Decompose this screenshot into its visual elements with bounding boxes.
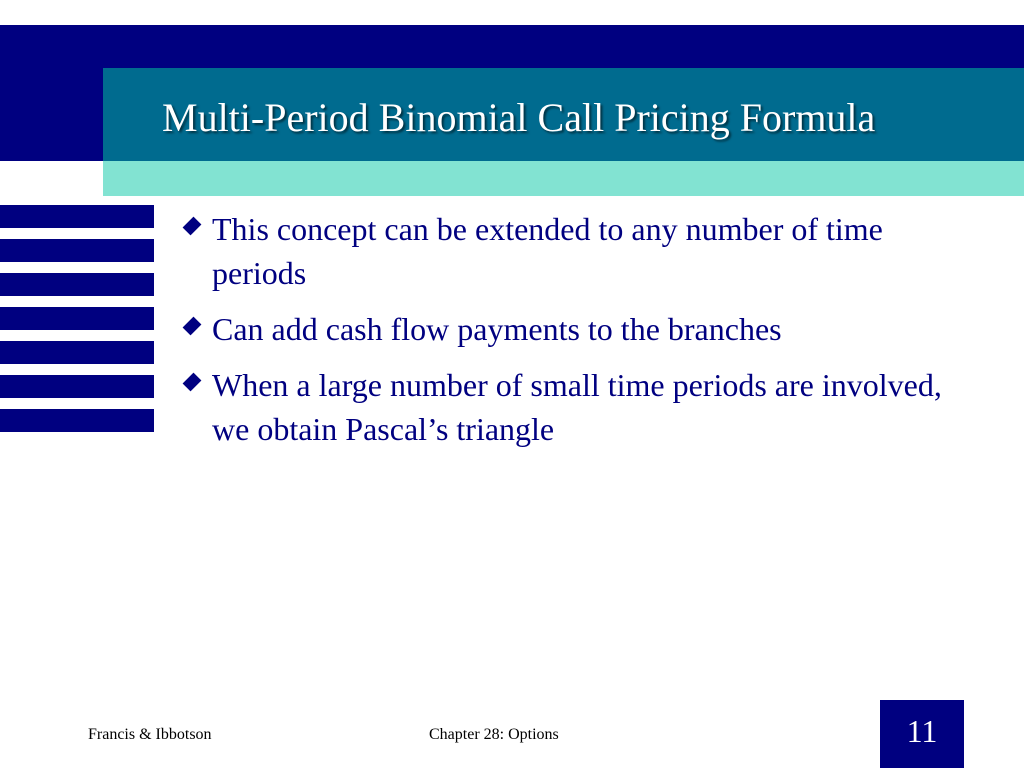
stripe: [0, 409, 154, 432]
diamond-icon: [183, 217, 202, 236]
stripe: [0, 375, 154, 398]
footer-author: Francis & Ibbotson: [88, 726, 212, 743]
accent-strip: [103, 161, 1024, 196]
bullet-text: Can add cash flow payments to the branches: [212, 311, 782, 347]
diamond-icon: [183, 317, 202, 336]
slide-title: Multi-Period Binomial Call Pricing Formula: [162, 95, 876, 140]
bullet-text: This concept can be extended to any number of time periods: [212, 211, 883, 291]
diamond-icon: [183, 373, 202, 392]
stripe: [0, 273, 154, 296]
bullet-item: [183, 207, 943, 295]
footer-chapter: Chapter 28: Options: [429, 726, 559, 743]
stripe: [0, 205, 154, 228]
bullet-item: [183, 363, 943, 451]
stripe: [0, 341, 154, 364]
decorative-stripes: [0, 205, 154, 443]
page-number: 11: [906, 712, 938, 749]
bullet-item: [183, 307, 943, 351]
bullet-list: [183, 207, 943, 463]
stripe: [0, 239, 154, 262]
page-number-badge: [880, 700, 964, 768]
bullet-text: When a large number of small time periods are involved, we obtain Pascal’s triangle: [212, 367, 942, 447]
stripe: [0, 307, 154, 330]
